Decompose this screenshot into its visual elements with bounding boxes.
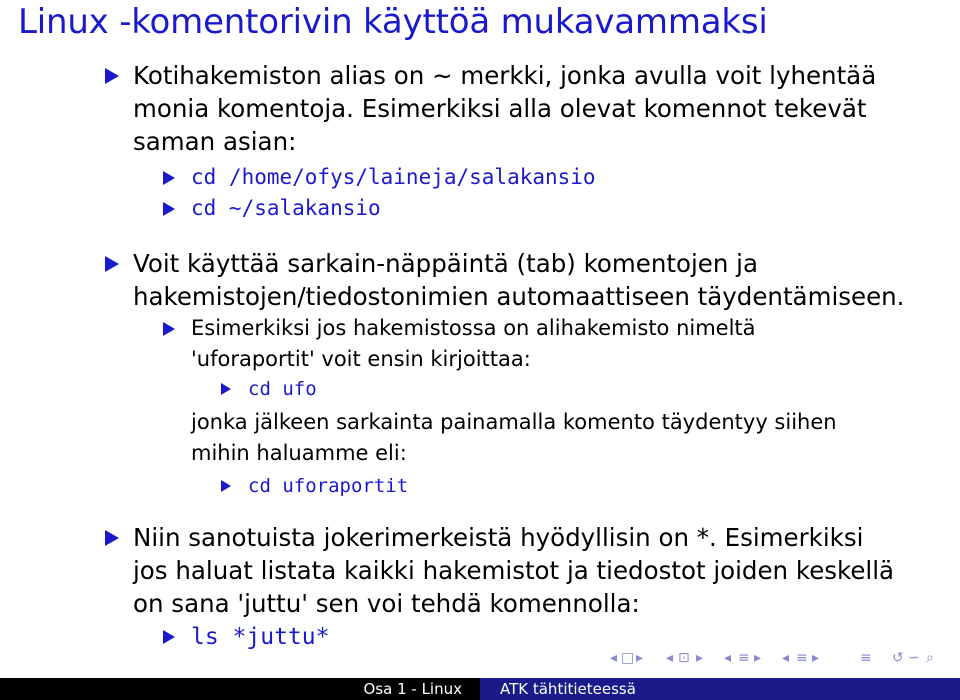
bullet-2-line-2: hakemistojen/tiedostonimien automaattiseen täydentämiseen. [133,282,905,311]
bullet-1-line-3: saman asian: [133,127,297,156]
bullet-triangle-icon [105,530,119,546]
command-cd-tilde: cd ~/salakansio [191,196,381,220]
bullet-2-after-line-2: mihin haluamme eli: [191,441,407,465]
command-ls-juttu: ls *juttu* [191,624,330,650]
bullet-triangle-icon [105,68,119,84]
bullet-2-sub-line-2: 'uforaportit' voit ensin kirjoittaa: [191,347,531,371]
bullet-2-sub-text [191,313,756,375]
beamer-navigation-bar[interactable] [590,650,960,670]
nav-search-icon[interactable]: ⌕ [926,650,934,666]
nav-next-frame-icon[interactable]: ▸ [636,650,644,666]
nav-frame-icon[interactable]: □ [621,650,635,666]
bullet-triangle-icon [221,383,231,395]
command-cd-home: cd /home/ofys/laineja/salakansio [191,165,596,189]
bullet-triangle-icon [163,202,175,216]
footer-bar [0,678,960,700]
nav-section-icon[interactable]: ≡ [738,650,750,666]
bullet-triangle-icon [163,171,175,185]
nav-back-icon[interactable]: ↺ [892,650,904,666]
bullet-1-line-1: Kotihakemiston alias on ~ merkki, jonka avulla voit lyhentää [133,61,877,90]
nav-prev-part-icon[interactable]: ◂ [782,650,790,666]
bullet-triangle-icon [163,322,175,336]
nav-prev-subsection-icon[interactable]: ◂ [666,650,674,666]
bullet-triangle-icon [105,256,119,272]
bullet-triangle-icon [163,630,175,644]
bullet-2-sub-line-1: Esimerkiksi jos hakemistossa on alihakemisto nimeltä [191,316,756,340]
nav-prev-section-icon[interactable]: ◂ [724,650,732,666]
bullet-3-line-1: Niin sanotuista jokerimerkeistä hyödyllisin on *. Esimerkiksi [133,523,864,552]
footer-course-label: ATK tähtitieteessä [480,678,960,700]
bullet-2-after-line-1: jonka jälkeen sarkainta painamalla komento täydentyy siihen [191,410,837,434]
command-cd-ufo: cd ufo [248,378,317,400]
nav-next-subsection-icon[interactable]: ▸ [696,650,704,666]
bullet-1-text [133,59,876,158]
nav-subsection-icon[interactable]: ⊡ [678,650,690,666]
nav-prev-frame-icon[interactable]: ◂ [610,650,618,666]
command-cd-uforaportit: cd uforaportit [248,475,409,497]
nav-next-section-icon[interactable]: ▸ [754,650,762,666]
bullet-1-line-2: monia komentoja. Esimerkiksi alla olevat komennot tekevät [133,94,867,123]
nav-forward-icon[interactable]: ∽ [908,650,920,666]
bullet-3-text [133,521,894,620]
nav-next-part-icon[interactable]: ▸ [812,650,820,666]
bullet-2-text [133,247,904,313]
nav-part-icon[interactable]: ≡ [796,650,808,666]
bullet-3-line-3: on sana 'juttu' sen voi tehdä komennolla: [133,589,640,618]
bullet-2-sub-after-text [191,407,837,469]
slide-title: Linux -komentorivin käyttöä mukavammaksi [18,2,768,42]
footer-section-label: Osa 1 - Linux [363,680,462,698]
bullet-2-line-1: Voit käyttää sarkain-näppäintä (tab) komentojen ja [133,249,759,278]
bullet-triangle-icon [221,480,231,492]
bullet-3-line-2: jos haluat listata kaikki hakemistot ja tiedostot joiden keskellä [133,556,895,585]
nav-document-icon[interactable]: ≡ [860,650,872,666]
